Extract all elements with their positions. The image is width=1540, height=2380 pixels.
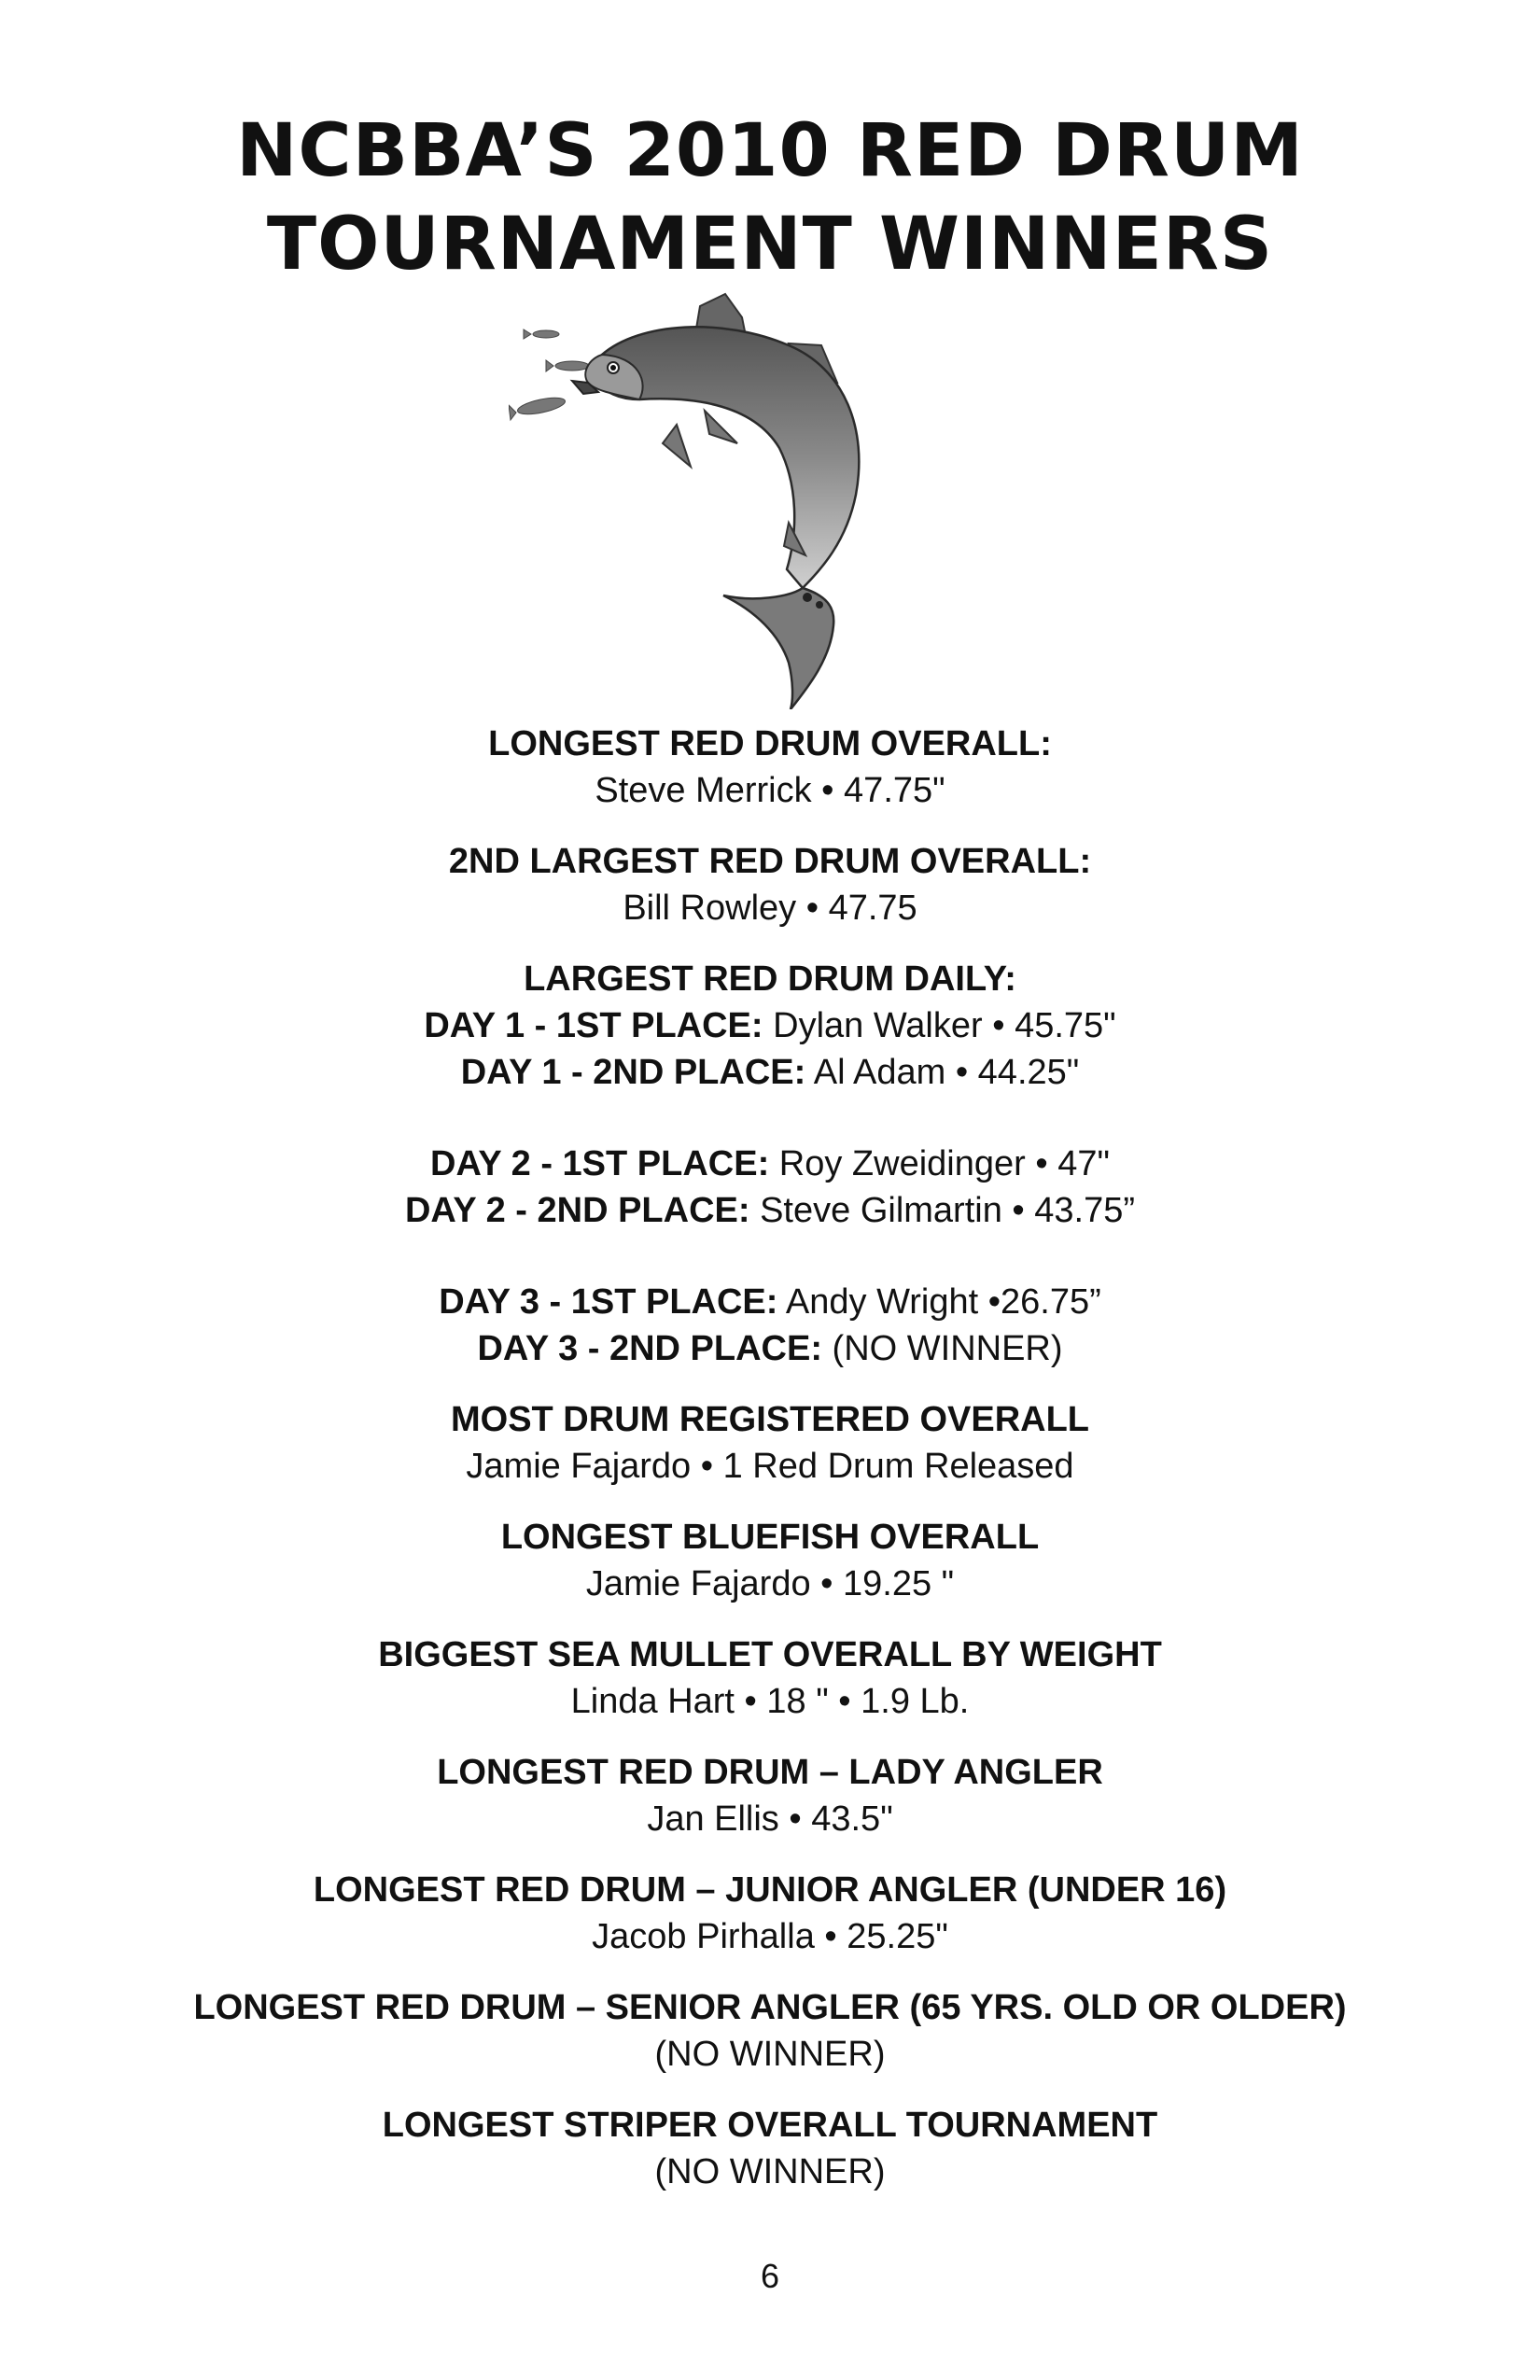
day2-second-value: Steve Gilmartin • 43.75” xyxy=(749,1191,1136,1230)
day2-first-value: Roy Zweidinger • 47" xyxy=(769,1144,1110,1183)
day3-first-label: DAY 3 - 1ST PLACE: xyxy=(439,1282,778,1322)
award-winner-sea-mullet: Linda Hart • 18 " • 1.9 Lb. xyxy=(570,1682,970,1721)
award-winner-lady: Jan Ellis • 43.5" xyxy=(647,1799,893,1839)
award-heading-lady: LONGEST RED DRUM – LADY ANGLER xyxy=(437,1753,1103,1792)
baitfish-icon xyxy=(509,329,589,420)
award-heading-junior: LONGEST RED DRUM – JUNIOR ANGLER (UNDER 16) xyxy=(313,1870,1227,1910)
award-heading-senior: LONGEST RED DRUM – SENIOR ANGLER (65 YRS. OLD OR OLDER) xyxy=(193,1988,1347,2027)
page-title xyxy=(0,105,1540,291)
day2-first-place xyxy=(0,1141,1540,1187)
award-heading-most-registered: MOST DRUM REGISTERED OVERALL xyxy=(450,1400,1090,1439)
title-line-1: NCBBA’S 2010 RED DRUM xyxy=(236,109,1304,193)
award-winner-second-largest: Bill Rowley • 47.75 xyxy=(623,889,917,928)
day3-first-place xyxy=(0,1279,1540,1325)
winners-list xyxy=(0,721,1540,2195)
award-heading-second-largest: 2ND LARGEST RED DRUM OVERALL: xyxy=(448,842,1092,881)
day2-second-label: DAY 2 - 2ND PLACE: xyxy=(404,1191,750,1230)
day3-second-value: (NO WINNER) xyxy=(822,1329,1063,1368)
day1-first-label: DAY 1 - 1ST PLACE: xyxy=(424,1006,763,1045)
award-heading-striper: LONGEST STRIPER OVERALL TOURNAMENT xyxy=(382,2106,1158,2145)
award-winner-senior: (NO WINNER) xyxy=(654,2035,886,2074)
award-winner-striper: (NO WINNER) xyxy=(654,2152,886,2191)
award-heading-longest-overall: LONGEST RED DRUM OVERALL: xyxy=(488,724,1052,763)
title-line-2: TOURNAMENT WINNERS xyxy=(266,203,1274,287)
day1-second-label: DAY 1 - 2ND PLACE: xyxy=(460,1053,806,1092)
day2-first-label: DAY 2 - 1ST PLACE: xyxy=(430,1144,770,1183)
award-heading-bluefish: LONGEST BLUEFISH OVERALL xyxy=(500,1518,1040,1557)
page-number: 6 xyxy=(760,2257,780,2295)
day1-first-value: Dylan Walker • 45.75" xyxy=(763,1006,1116,1045)
day3-second-label: DAY 3 - 2ND PLACE: xyxy=(477,1329,822,1368)
award-winner-longest-overall: Steve Merrick • 47.75" xyxy=(595,771,945,810)
day1-first-place xyxy=(0,1002,1540,1049)
award-heading-sea-mullet: BIGGEST SEA MULLET OVERALL BY WEIGHT xyxy=(378,1635,1162,1674)
day3-second-place xyxy=(0,1325,1540,1372)
red-drum-fish-illustration xyxy=(509,289,957,709)
award-winner-bluefish: Jamie Fajardo • 19.25 " xyxy=(585,1564,955,1603)
day1-second-value: Al Adam • 44.25" xyxy=(805,1053,1080,1092)
award-winner-junior: Jacob Pirhalla • 25.25" xyxy=(592,1917,948,1956)
day2-second-place xyxy=(0,1187,1540,1234)
award-heading-daily: LARGEST RED DRUM DAILY: xyxy=(524,959,1016,999)
day1-second-place xyxy=(0,1049,1540,1096)
award-winner-most-registered: Jamie Fajardo • 1 Red Drum Released xyxy=(466,1447,1074,1486)
day3-first-value: Andy Wright •26.75” xyxy=(777,1282,1101,1322)
